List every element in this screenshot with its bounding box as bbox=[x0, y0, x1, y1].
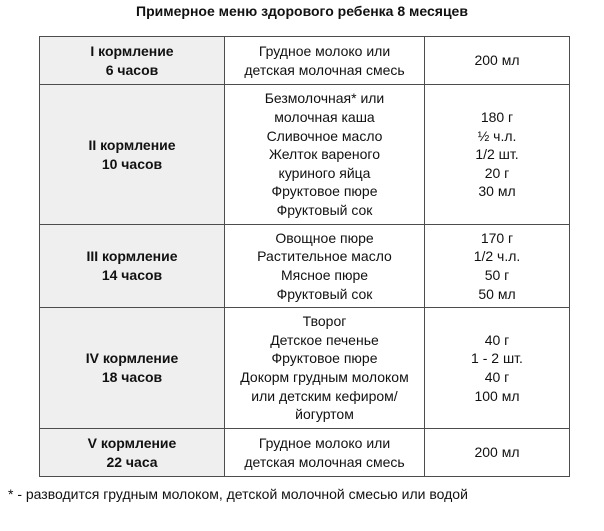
amount-item: 170 г bbox=[480, 229, 514, 246]
food-item: Детское печенье bbox=[270, 331, 379, 348]
food-item: детская молочная смесь bbox=[244, 453, 405, 470]
food-cell bbox=[225, 429, 425, 477]
amount-item: 40 г bbox=[484, 331, 510, 348]
amount-item: 40 г bbox=[484, 369, 510, 385]
footnote: * - разводится грудным молоком, детской молочной смесью или водой bbox=[8, 486, 468, 502]
feeding-time: 6 часов bbox=[105, 61, 159, 78]
table-row bbox=[40, 225, 570, 308]
feeding-cell bbox=[40, 37, 225, 85]
feeding-cell bbox=[40, 308, 225, 429]
feeding-cell bbox=[40, 429, 225, 477]
amount-cell bbox=[425, 308, 570, 429]
food-item: Грудное молоко или bbox=[258, 42, 391, 59]
feeding-cell bbox=[40, 85, 225, 225]
food-item: Растительное масло bbox=[257, 248, 392, 265]
food-item: молочная каша bbox=[274, 109, 375, 126]
amount-item: 50 г bbox=[484, 267, 510, 283]
food-cell bbox=[225, 85, 425, 225]
feeding-label: III кормление bbox=[86, 248, 178, 265]
table-row bbox=[40, 429, 570, 477]
amount-item: 200 мл bbox=[474, 52, 520, 69]
food-item: куриного яйца bbox=[278, 164, 371, 181]
food-item: йогуртом bbox=[295, 406, 354, 423]
food-cell bbox=[225, 308, 425, 429]
feeding-time: 10 часов bbox=[101, 155, 163, 172]
feeding-time: 22 часа bbox=[106, 453, 158, 470]
feeding-time: 14 часов bbox=[101, 267, 163, 283]
food-item: Сливочное масло bbox=[266, 127, 383, 144]
amount-item: 20 г bbox=[484, 164, 510, 181]
amount-item: 200 мл bbox=[474, 444, 520, 461]
food-item: Фруктовое пюре bbox=[271, 350, 378, 367]
food-item: Фруктовый сок bbox=[276, 285, 373, 302]
feeding-label: II кормление bbox=[88, 136, 176, 153]
food-item: Мясное пюре bbox=[280, 267, 369, 283]
amount-item: 180 г bbox=[480, 109, 514, 126]
food-item: Безмолочная* или bbox=[264, 90, 385, 107]
feeding-time: 18 часов bbox=[101, 369, 163, 385]
feeding-label: V кормление bbox=[87, 434, 177, 451]
amount-item: 1 - 2 шт. bbox=[471, 350, 523, 367]
menu-table-body bbox=[40, 37, 570, 477]
amount-item: ½ ч.л. bbox=[477, 127, 517, 144]
amount-item: 1/2 ч.л. bbox=[473, 248, 521, 265]
food-cell bbox=[225, 37, 425, 85]
food-item: Овощное пюре bbox=[275, 229, 374, 246]
food-item: детская молочная смесь bbox=[244, 61, 405, 78]
page-title: Примерное меню здорового ребенка 8 месяцев bbox=[136, 3, 468, 19]
amount-item: 30 мл bbox=[478, 183, 516, 200]
food-item: или детским кефиром/ bbox=[251, 387, 398, 404]
feeding-cell bbox=[40, 225, 225, 308]
table-row bbox=[40, 85, 570, 225]
amount-item: 1/2 шт. bbox=[475, 146, 519, 163]
amount-cell bbox=[425, 85, 570, 225]
amount-cell bbox=[425, 429, 570, 477]
amount-cell bbox=[425, 37, 570, 85]
amount-cell bbox=[425, 225, 570, 308]
table-row bbox=[40, 308, 570, 429]
food-cell bbox=[225, 225, 425, 308]
food-item: Фруктовый сок bbox=[276, 201, 373, 218]
food-item: Докорм грудным молоком bbox=[240, 369, 409, 385]
food-item: Грудное молоко или bbox=[258, 434, 391, 451]
table-row bbox=[40, 37, 570, 85]
menu-table bbox=[39, 36, 570, 477]
food-item: Творог bbox=[302, 313, 347, 330]
food-item: Желток вареного bbox=[268, 146, 381, 163]
feeding-label: IV кормление bbox=[85, 350, 179, 367]
feeding-label: I кормление bbox=[90, 42, 174, 59]
amount-item: 100 мл bbox=[474, 387, 520, 404]
food-item: Фруктовое пюре bbox=[271, 183, 378, 200]
amount-item: 50 мл bbox=[478, 285, 516, 302]
